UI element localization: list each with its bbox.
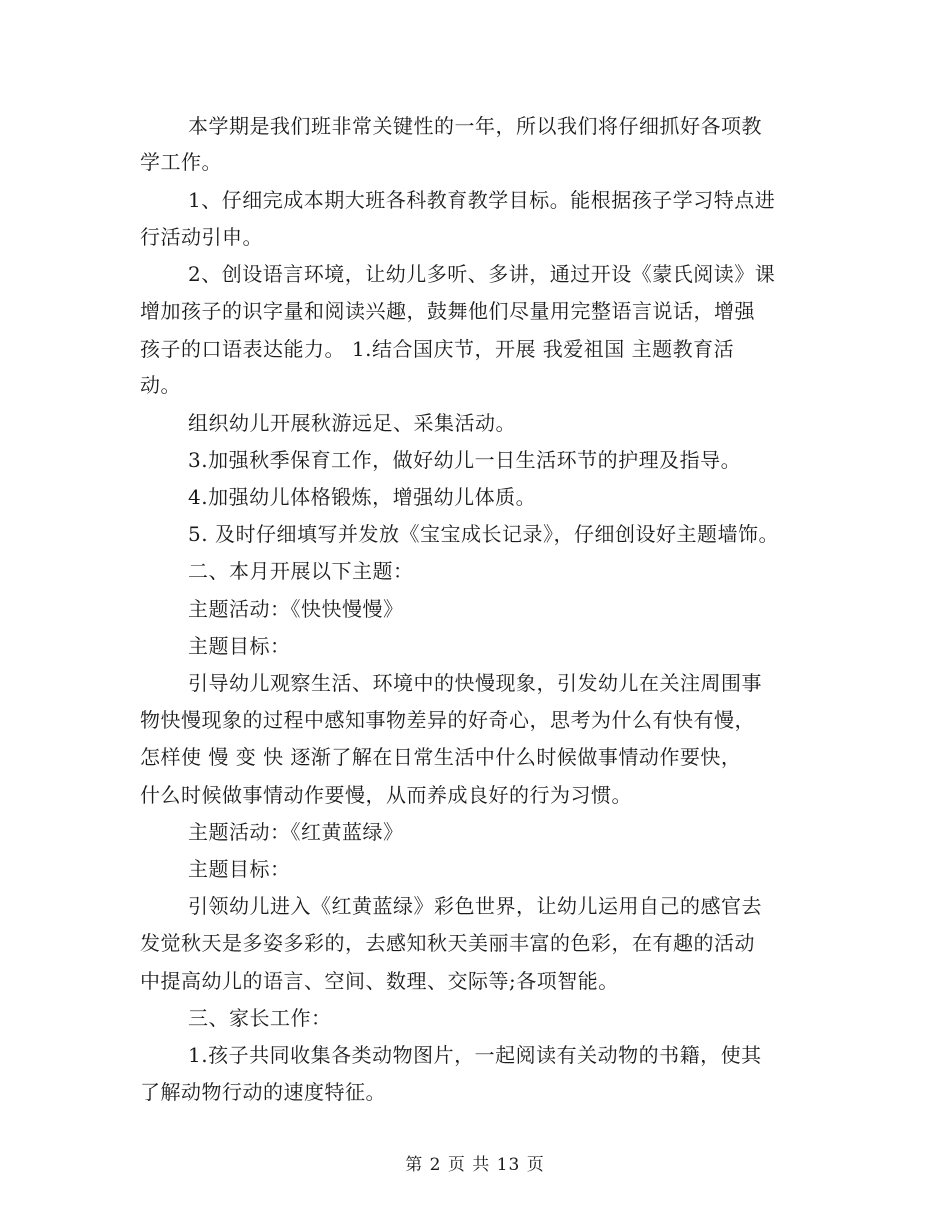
text-line: 1、仔细完成本期大班各科教育教学目标。能根据孩子学习特点进	[188, 188, 776, 212]
text-line: 怎样使 慢 变 快 逐渐了解在日常生活中什么时候做事情动作要快，	[140, 745, 742, 769]
section-heading: 三、家长工作：	[188, 1006, 332, 1030]
text-line: 5. 及时仔细填写并发放《宝宝成长记录》，仔细创设好主题墙饰。	[188, 522, 779, 546]
text-line: 动。	[140, 373, 181, 397]
text-line: 物快慢现象的过程中感知事物差异的好奇心，思考为什么有快有慢，	[140, 708, 755, 732]
text-line: 孩子的口语表达能力。 1.结合国庆节，开展 我爱祖国 主题教育活	[140, 337, 735, 361]
text-line: 学工作。	[140, 150, 222, 174]
text-line: 中提高幼儿的语言、空间、数理、交际等;各项智能。	[140, 969, 619, 993]
text-line: 引导幼儿观察生活、环境中的快慢现象，引发幼儿在关注周围事	[188, 671, 762, 695]
text-line: 引领幼儿进入《红黄蓝绿》彩色世界，让幼儿运用自己的感官去	[188, 894, 762, 918]
text-line: 4.加强幼儿体格锻炼，增强幼儿体质。	[188, 485, 537, 509]
text-line: 本学期是我们班非常关键性的一年，所以我们将仔细抓好各项教	[188, 114, 762, 138]
text-line: 3.加强秋季保育工作，做好幼儿一日生活环节的护理及指导。	[188, 448, 742, 472]
text-line: 主题活动：《红黄蓝绿》	[188, 820, 404, 844]
section-heading: 二、本月开展以下主题：	[188, 559, 414, 583]
text-line: 主题目标：	[188, 634, 291, 658]
text-line: 1.孩子共同收集各类动物图片，一起阅读有关动物的书籍，使其	[188, 1043, 762, 1067]
text-line: 增加孩子的识字量和阅读兴趣，鼓舞他们尽量用完整语言说话，增强	[140, 299, 755, 323]
text-line: 行活动引申。	[140, 225, 263, 249]
text-line: 什么时候做事情动作要慢，从而养成良好的行为习惯。	[140, 783, 632, 807]
text-line: 2、创设语言环境，让幼儿多听、多讲，通过开设《蒙氏阅读》课	[188, 262, 776, 286]
text-line: 主题目标：	[188, 857, 291, 881]
text-line: 了解动物行动的速度特征。	[140, 1080, 386, 1104]
text-line: 组织幼儿开展秋游远足、采集活动。	[188, 411, 516, 435]
text-line: 主题活动：《快快慢慢》	[188, 597, 404, 621]
text-line: 发觉秋天是多姿多彩的，去感知秋天美丽丰富的色彩，在有趣的活动	[140, 931, 755, 955]
page-number-footer: 第 2 页 共 13 页	[405, 1155, 545, 1175]
